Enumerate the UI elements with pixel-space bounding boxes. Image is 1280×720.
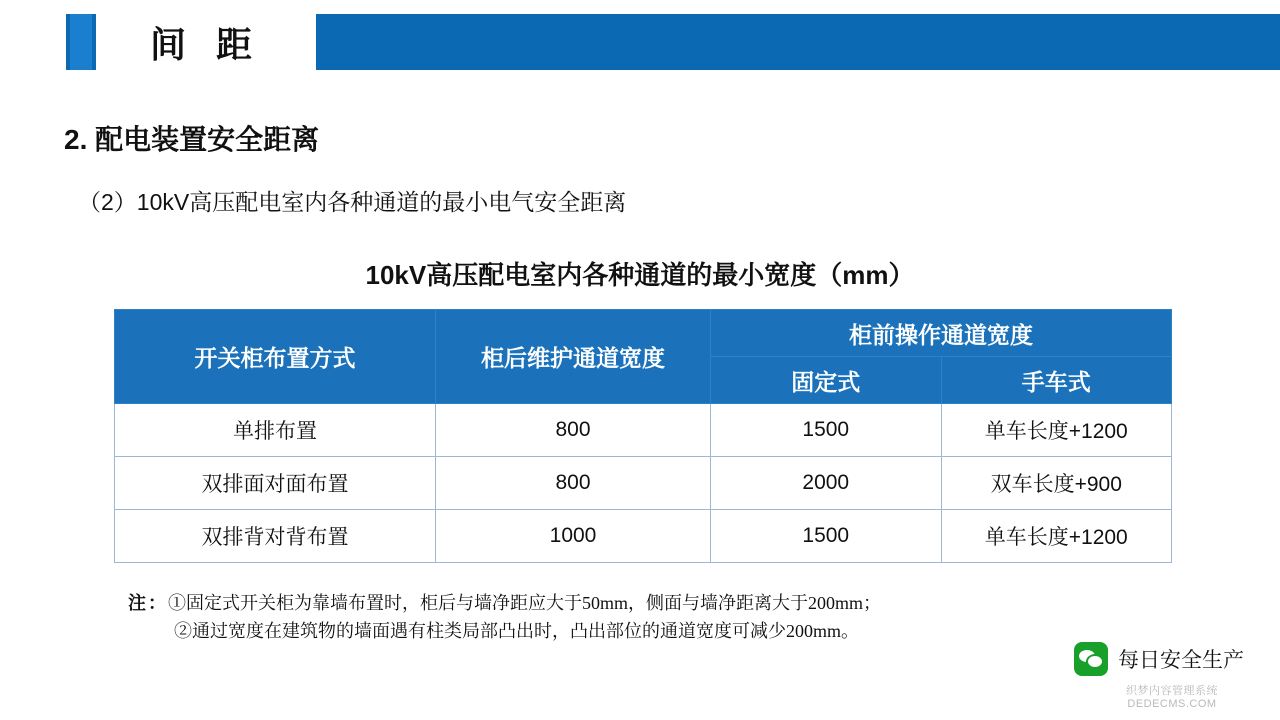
header-fixed-type: 固定式 [711, 357, 942, 404]
cell-layout: 单排布置 [115, 404, 436, 457]
table-header-row-1 [115, 310, 1172, 357]
page-title: 间 距 [149, 23, 262, 65]
table-caption: 10kV高压配电室内各种通道的最小宽度（mm） [365, 260, 915, 290]
header-accent-tick [70, 14, 92, 70]
header-front-width-group: 柜前操作通道宽度 [711, 310, 1172, 357]
table-body [115, 404, 1172, 563]
header-title-plate [96, 14, 316, 70]
cell-fixed: 1500 [711, 510, 942, 563]
header-layout-type: 开关柜布置方式 [115, 310, 436, 404]
header-rear-width: 柜后维护通道宽度 [436, 310, 711, 404]
watermark [1126, 685, 1218, 713]
table-head [115, 310, 1172, 404]
cell-rear: 800 [436, 457, 711, 510]
table-row [115, 404, 1172, 457]
notes-line-2: ②通过宽度在建筑物的墙面遇有柱类局部凸出时，凸出部位的通道宽度可减少200mm。 [174, 620, 859, 641]
wechat-brand [1074, 642, 1244, 676]
cell-trolley: 单车长度+1200 [941, 510, 1172, 563]
cell-trolley: 双车长度+900 [941, 457, 1172, 510]
header-left-gap [0, 14, 66, 70]
notes-label: 注： [128, 593, 168, 613]
wechat-icon [1074, 642, 1108, 676]
cell-fixed: 1500 [711, 404, 942, 457]
clearance-table [114, 309, 1172, 563]
cell-fixed: 2000 [711, 457, 942, 510]
cell-rear: 1000 [436, 510, 711, 563]
table-notes [128, 590, 1188, 646]
cell-layout: 双排面对面布置 [115, 457, 436, 510]
table-row [115, 457, 1172, 510]
slide-header [0, 14, 1280, 70]
cell-rear: 800 [436, 404, 711, 457]
wechat-account-name: 每日安全生产 [1118, 649, 1244, 672]
section-subtitle: （2）10kV高压配电室内各种通道的最小电气安全距离 [78, 189, 627, 215]
section-title: 2. 配电装置安全距离 [64, 124, 320, 155]
table-row [115, 510, 1172, 563]
cell-layout: 双排背对背布置 [115, 510, 436, 563]
watermark-line-2: DEDECMS.COM [1127, 698, 1217, 711]
header-trolley-type: 手车式 [941, 357, 1172, 404]
cell-trolley: 单车长度+1200 [941, 404, 1172, 457]
notes-line-1: ①固定式开关柜为靠墙布置时，柜后与墙净距应大于50mm，侧面与墙净距离大于200mm； [168, 593, 882, 613]
watermark-line-1: 织梦内容管理系统 [1126, 684, 1218, 697]
data-table-container [114, 309, 1172, 563]
